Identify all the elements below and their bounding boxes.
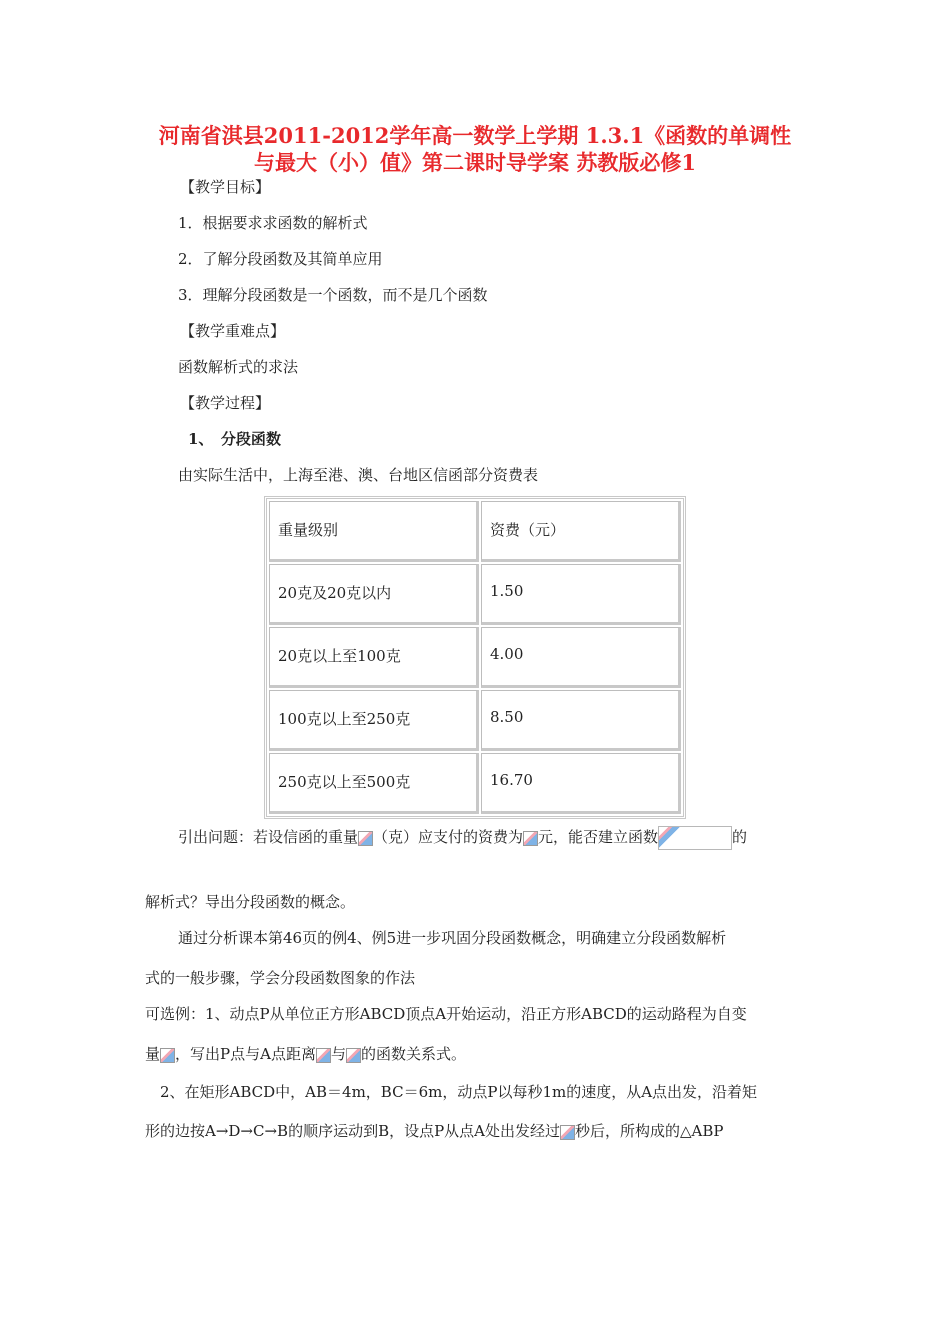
- table-cell: 250克以上至500克: [269, 753, 479, 814]
- goal-2: 2．了解分段函数及其简单应用: [178, 250, 383, 268]
- example-1-line-2: [145, 1044, 466, 1064]
- key-heading: 【教学重难点】: [180, 322, 286, 340]
- example-2-line-1: 2、在矩形ABCD中，AB＝4m，BC＝6m，动点P以每秒1m的速度，从A点出发，沿着矩: [160, 1083, 758, 1101]
- table-cell: 1.50: [481, 564, 681, 625]
- table-cell: 8.50: [481, 690, 681, 751]
- goal-1: 1．根据要求求函数的解析式: [178, 214, 368, 232]
- formula-image-icon: [346, 1048, 361, 1063]
- formula-image-icon: [658, 826, 732, 850]
- process-heading: 【教学过程】: [180, 394, 271, 412]
- formula-image-icon: [160, 1048, 175, 1063]
- question-text: （克）应支付的资费为: [373, 828, 524, 846]
- formula-image-icon: [316, 1048, 331, 1063]
- table-cell: 20克及20克以内: [269, 564, 479, 625]
- example-2-line-2: [145, 1121, 724, 1141]
- goal-3: 3．理解分段函数是一个函数，而不是几个函数: [178, 286, 488, 304]
- part1-heading: 1、 分段函数: [188, 430, 281, 448]
- title-line-2: 与最大（小）值》第二课时导学案 苏教版必修1: [254, 150, 696, 175]
- table-cell: 20克以上至100克: [269, 627, 479, 688]
- table-header-row: [269, 501, 681, 562]
- table-cell: 16.70: [481, 753, 681, 814]
- table-row: [269, 627, 681, 688]
- table-header-cell: 资费（元）: [481, 501, 681, 562]
- postage-table: [264, 496, 686, 819]
- paragraph-2-line-1: 通过分析课本第46页的例4、例5进一步巩固分段函数概念，明确建立分段函数解析: [178, 929, 727, 947]
- document-title: [120, 122, 830, 176]
- table-cell: 100克以上至250克: [269, 690, 479, 751]
- paragraph-2-line-2: 式的一般步骤，学会分段函数图象的作法: [145, 969, 416, 987]
- example-text: 的函数关系式。: [360, 1045, 466, 1063]
- formula-image-icon: [358, 831, 373, 846]
- example-1-line-1: 可选例：1、动点P从单位正方形ABCD顶点A开始运动，沿正方形ABCD的运动路程为自变: [145, 1005, 747, 1023]
- question-paragraph-line-1: [178, 826, 747, 850]
- table-row: [269, 564, 681, 625]
- formula-image-icon: [523, 831, 538, 846]
- title-line-1: 河南省淇县2011-2012学年高一数学上学期 1.3.1《函数的单调性: [158, 123, 792, 148]
- table-header-cell: 重量级别: [269, 501, 479, 562]
- question-text: 引出问题：若设信函的重量: [178, 828, 359, 846]
- table-row: [269, 753, 681, 814]
- question-text: 元，能否建立函数: [538, 828, 659, 846]
- question-text: 的: [732, 828, 748, 846]
- example-text: 秒后，所构成的△ABP: [575, 1122, 724, 1140]
- formula-image-icon: [560, 1125, 575, 1140]
- key-text: 函数解析式的求法: [178, 358, 299, 376]
- table-row: [269, 690, 681, 751]
- example-text: 形的边按A→D→C→B的顺序运动到B，设点P从点A处出发经过: [145, 1122, 561, 1140]
- table-cell: 4.00: [481, 627, 681, 688]
- table-intro: 由实际生活中，上海至港、澳、台地区信函部分资费表: [178, 466, 539, 484]
- example-text: ，写出P点与A点距离: [175, 1045, 316, 1063]
- example-text: 量: [145, 1045, 161, 1063]
- question-paragraph-line-2: 解析式？导出分段函数的概念。: [145, 893, 356, 911]
- example-text: 与: [330, 1045, 346, 1063]
- goals-heading: 【教学目标】: [180, 178, 271, 196]
